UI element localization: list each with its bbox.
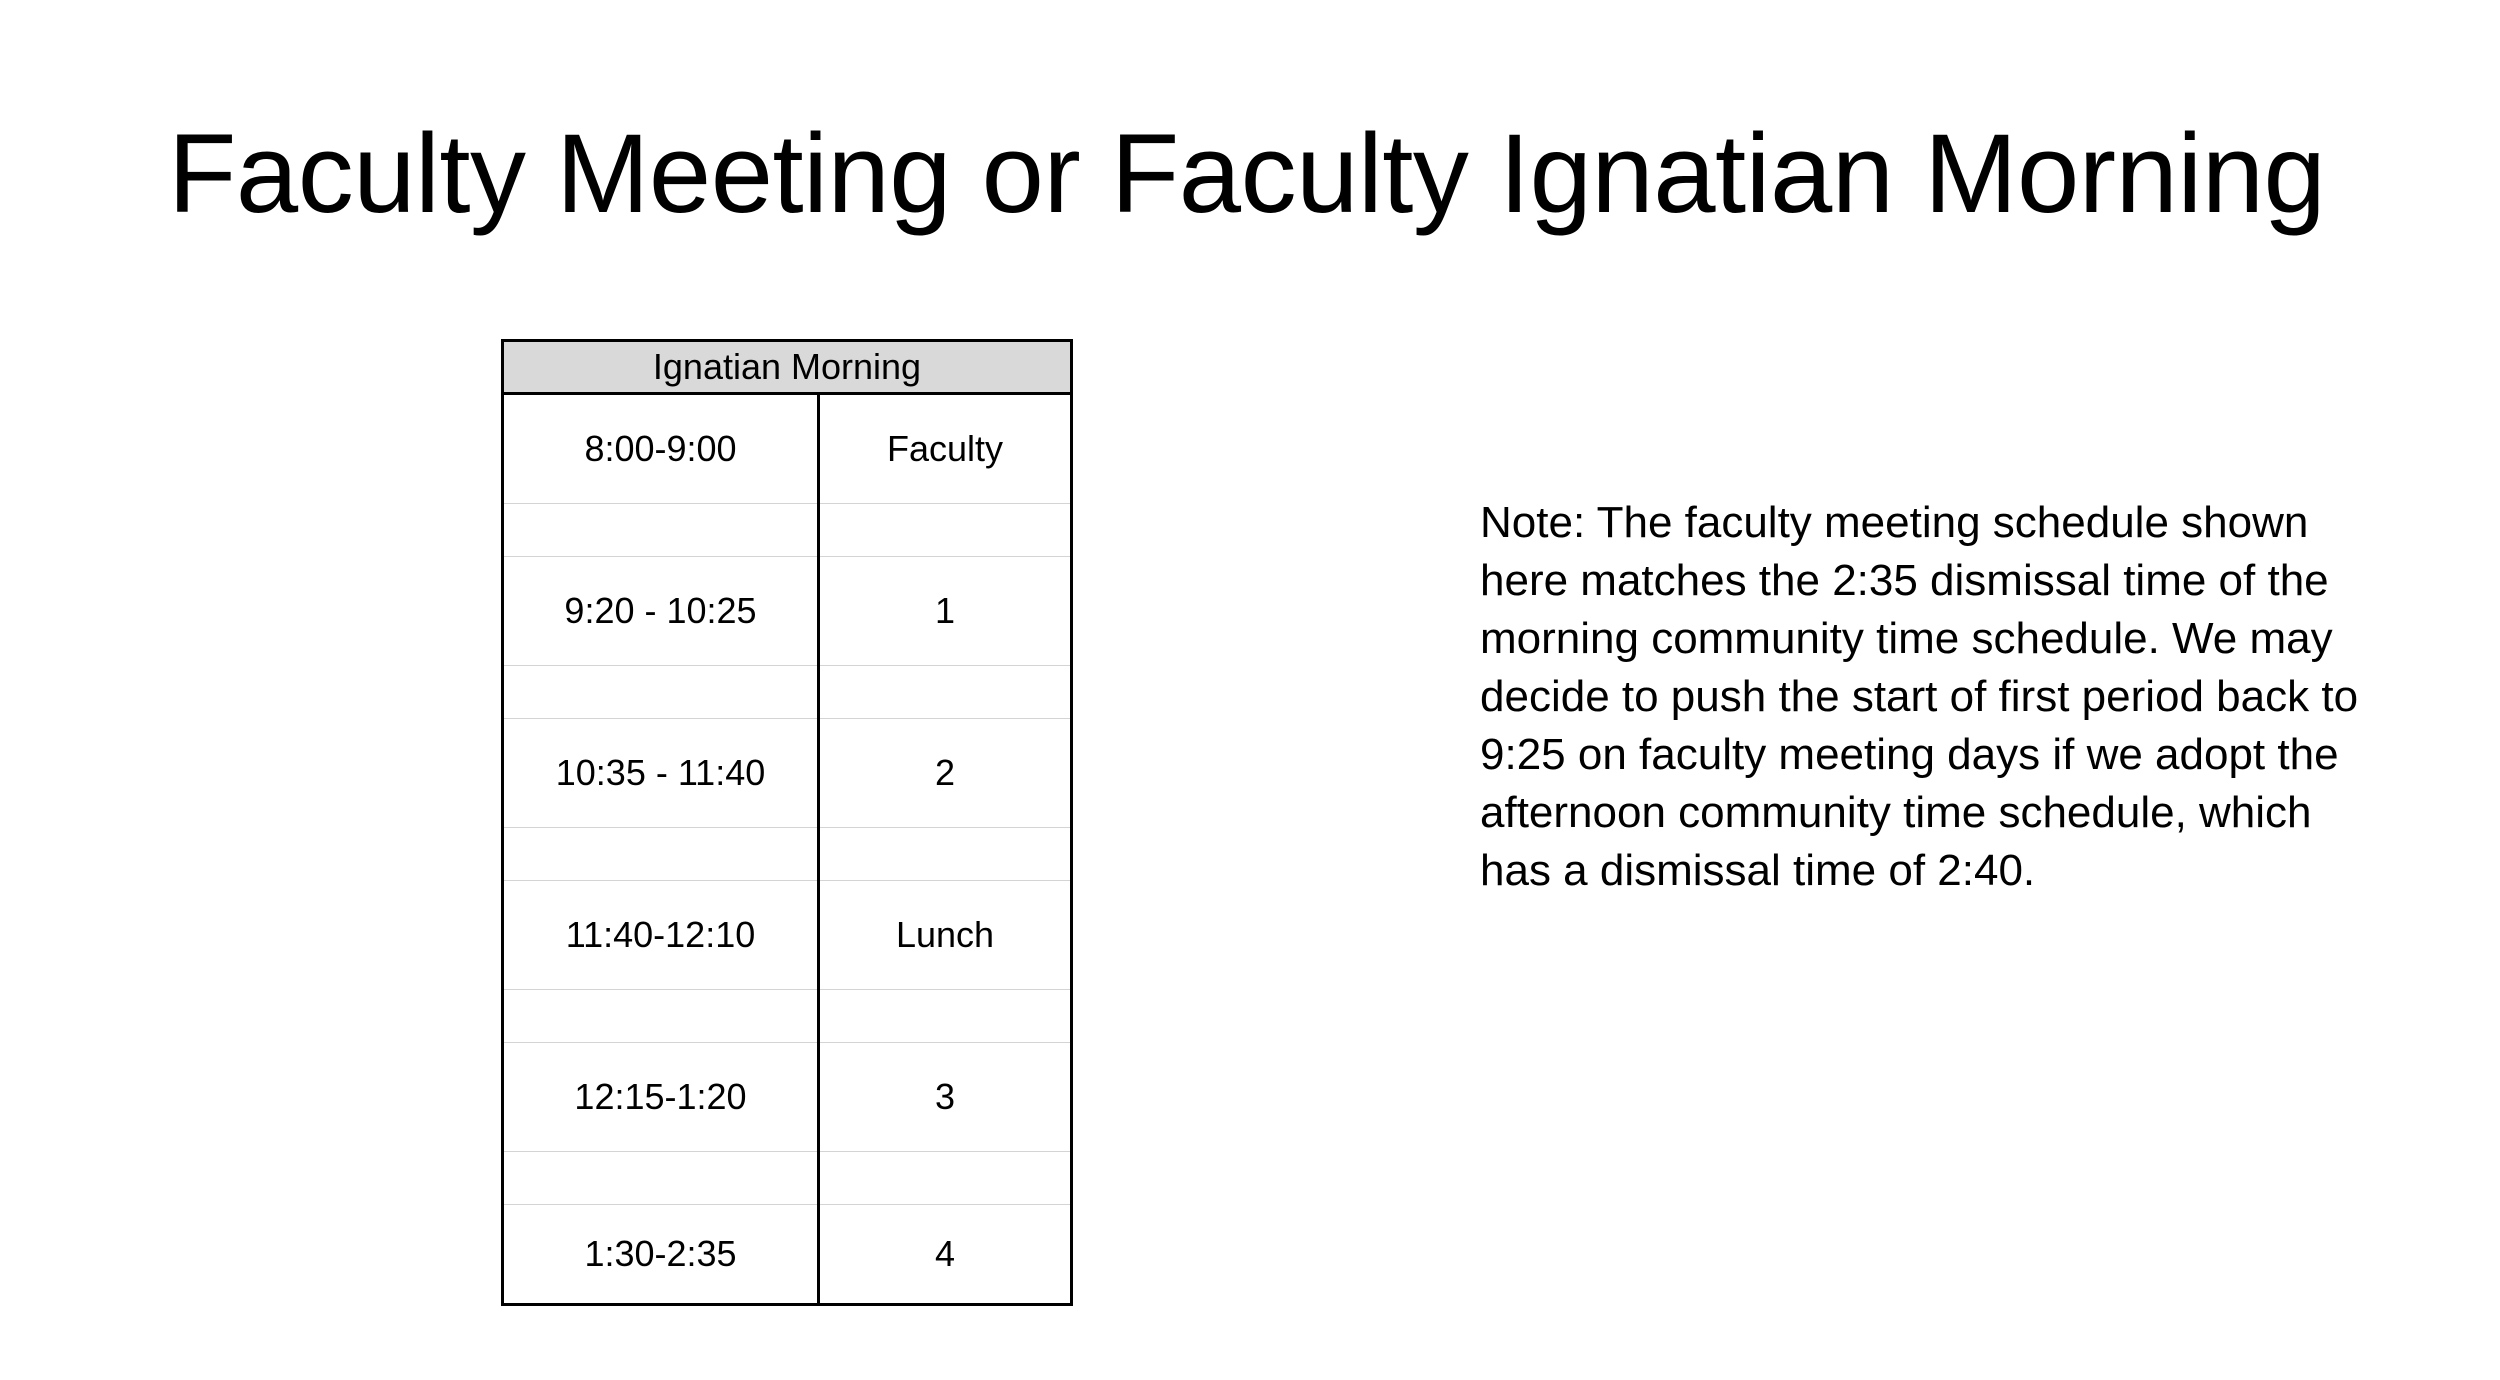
table-row xyxy=(503,557,1072,666)
table-row xyxy=(503,504,1072,557)
activity-cell xyxy=(819,990,1072,1043)
activity-cell: Lunch xyxy=(819,881,1072,990)
time-cell: 9:20 - 10:25 xyxy=(503,557,819,666)
time-cell: 12:15-1:20 xyxy=(503,1043,819,1152)
table-row xyxy=(503,1205,1072,1305)
activity-cell xyxy=(819,1152,1072,1205)
table-row xyxy=(503,1152,1072,1205)
table-row xyxy=(503,881,1072,990)
table-row xyxy=(503,828,1072,881)
activity-cell xyxy=(819,828,1072,881)
time-cell: 11:40-12:10 xyxy=(503,881,819,990)
table-row xyxy=(503,1043,1072,1152)
activity-cell: Faculty xyxy=(886,428,1004,469)
table-header-row xyxy=(503,341,1072,394)
activity-cell xyxy=(819,666,1072,719)
time-cell xyxy=(503,666,819,719)
time-cell xyxy=(503,828,819,881)
time-cell xyxy=(503,1152,819,1205)
time-cell: 8:00-9:00 xyxy=(503,394,819,504)
table-row xyxy=(503,666,1072,719)
schedule-table xyxy=(501,339,1073,1306)
slide-title: Faculty Meeting or Faculty Ignatian Morning xyxy=(168,111,2326,236)
time-cell xyxy=(503,504,819,557)
table-row xyxy=(503,719,1072,828)
time-cell xyxy=(503,990,819,1043)
activity-cell: 4 xyxy=(819,1205,1072,1305)
time-cell: 1:30-2:35 xyxy=(503,1205,819,1305)
time-cell: 10:35 - 11:40 xyxy=(503,719,819,828)
activity-cell: 3 xyxy=(819,1043,1072,1152)
table-row xyxy=(503,990,1072,1043)
activity-cell: 1 xyxy=(819,557,1072,666)
activity-cell xyxy=(819,504,1072,557)
activity-cell: 2 xyxy=(819,719,1072,828)
table-header: Ignatian Morning xyxy=(503,341,1072,394)
table-row xyxy=(503,394,1072,504)
schedule-note: Note: The faculty meeting schedule shown here matches the 2:35 dismissal time of the morning community time schedule. We may decide to push the start of first period back to 9:25 on faculty meeting days if we adopt the afternoon community time schedule, which has a dismissal time of 2:40. xyxy=(1480,498,2359,895)
